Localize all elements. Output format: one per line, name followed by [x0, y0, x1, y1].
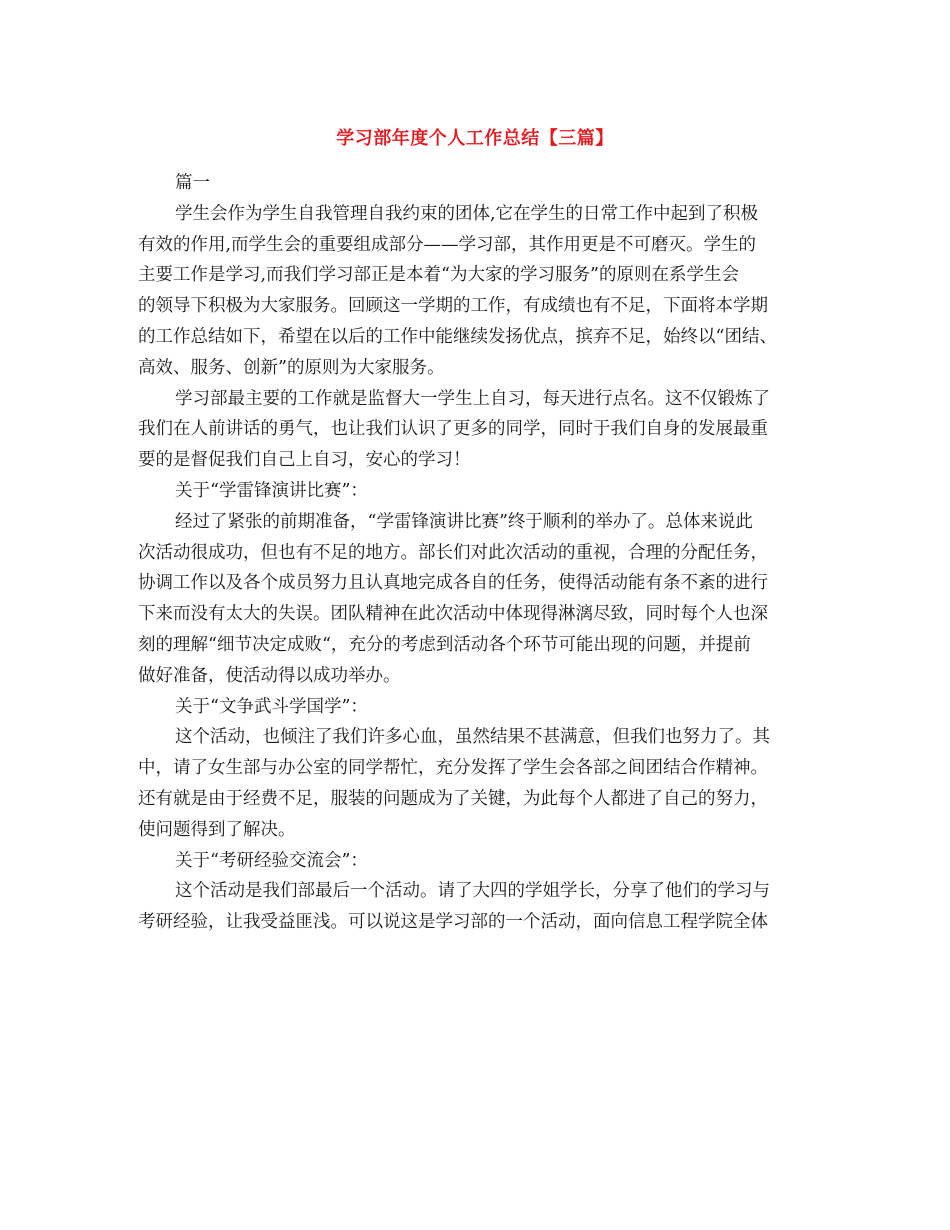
text-line: 还有就是由于经费不足，服装的问题成为了关键，为此每个人都进了自己的努力， [138, 788, 768, 809]
text-line: 关于“学雷锋演讲比赛”： [175, 480, 368, 501]
text-line: 考研经验，让我受益匪浅。可以说这是学习部的一个活动，面向信息工程学院全体 [138, 912, 768, 933]
text-line: 使问题得到了解决。 [138, 819, 296, 840]
text-line: 关于“考研经验交流会”： [175, 850, 368, 871]
text-line: 学习部最主要的工作就是监督大一学生上自习，每天进行点名。这不仅锻炼了 [175, 388, 770, 409]
text-line: 要的是督促我们自己上自习，安心的学习！ [138, 450, 471, 471]
text-line: 中，请了女生部与办公室的同学帮忙，充分发挥了学生会各部之间团结合作精神。 [138, 758, 768, 779]
text-line: 我们在人前讲话的勇气，也让我们认识了更多的同学，同时于我们自身的发展最重 [138, 419, 768, 440]
text-line: 篇一 [175, 173, 210, 193]
text-line: 有效的作用,而学生会的重要组成部分——学习部，其作用更是不可磨灭。学生的 [138, 234, 757, 255]
text-line: 这个活动是我们部最后一个活动。请了大四的学姐学长，分享了他们的学习与 [175, 881, 770, 902]
document-body [138, 168, 818, 938]
text-line: 刻的理解“细节决定成败“，充分的考虑到活动各个环节可能出现的问题，并提前 [138, 634, 751, 655]
text-line: 次活动很成功，但也有不足的地方。部长们对此次活动的重视，合理的分配任务， [138, 542, 768, 563]
text-line: 这个活动，也倾注了我们许多心血，虽然结果不甚满意，但我们也努力了。其 [175, 727, 770, 748]
text-line: 下来而没有太大的失误。团队精神在此次活动中体现得淋漓尽致，同时每个人也深 [138, 604, 768, 625]
text-line: 学生会作为学生自我管理自我约束的团体,它在学生的日常工作中起到了积极 [175, 203, 759, 224]
text-line: 做好准备，使活动得以成功举办。 [138, 665, 401, 686]
document-title: 学习部年度个人工作总结【三篇】 [336, 128, 614, 149]
text-line: 主要工作是学习,而我们学习部正是本着“为大家的学习服务”的原则在系学生会 [138, 265, 739, 286]
text-line: 的领导下积极为大家服务。回顾这一学期的工作，有成绩也有不足，下面将本学期 [138, 296, 768, 317]
text-line: 关于“文争武斗学国学”： [175, 696, 368, 717]
text-line: 经过了紧张的前期准备，“学雷锋演讲比赛”终于顺利的举办了。总体来说此 [175, 511, 753, 532]
text-line: 的工作总结如下，希望在以后的工作中能继续发扬优点，摈弃不足，始终以“团结、 [138, 326, 777, 347]
text-line: 高效、服务、创新”的原则为大家服务。 [138, 357, 445, 378]
text-line: 协调工作以及各个成员努力且认真地完成各自的任务，使得活动能有条不紊的进行 [138, 573, 768, 594]
